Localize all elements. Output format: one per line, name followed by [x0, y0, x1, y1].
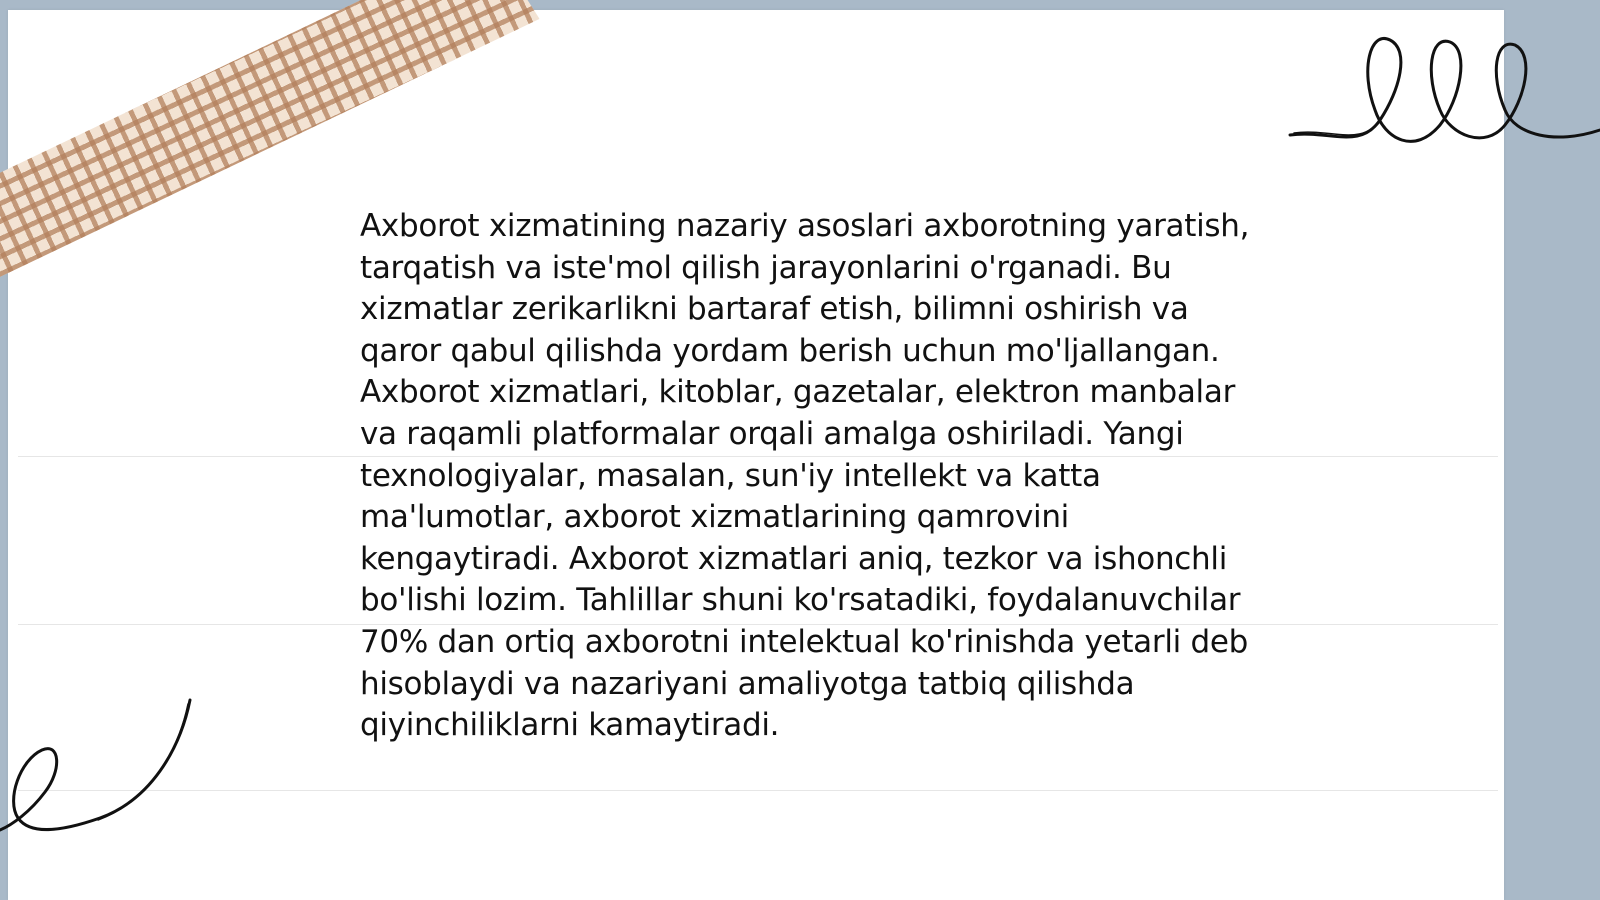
curl-doodle [0, 690, 200, 850]
ruled-line [18, 790, 1498, 791]
main-paragraph: Axborot xizmatining nazariy asoslari axborotning yaratish, tarqatish va iste'mol qilish jarayonlarini o'rganadi. Bu xizmatlar zerikarlikni bartaraf etish, bilimni oshirish va qaror qabul qilishda yordam berish uchun mo'ljallangan. Axborot xizmatlari, kitoblar, gazetalar, elektron manbalar va raqamli platformalar orqali amalga oshiriladi. Yangi texnologiyalar, masalan, sun'iy intellekt va katta ma'lumotlar, axborot xizmatlarining qamrovini kengaytiradi. Axborot xizmatlari aniq, tezkor va ishonchli bo'lishi lozim. Tahlillar shuni ko'rsatadiki, foydalanuvchilar 70% dan ortiq axborotni intelektual ko'rinishda yetarli deb hisoblaydi va nazariyani amaliyotga tatbiq qilishda qiyinchiliklarni kamaytiradi. [360, 208, 1250, 744]
loop-squiggle-doodle [1290, 30, 1600, 160]
